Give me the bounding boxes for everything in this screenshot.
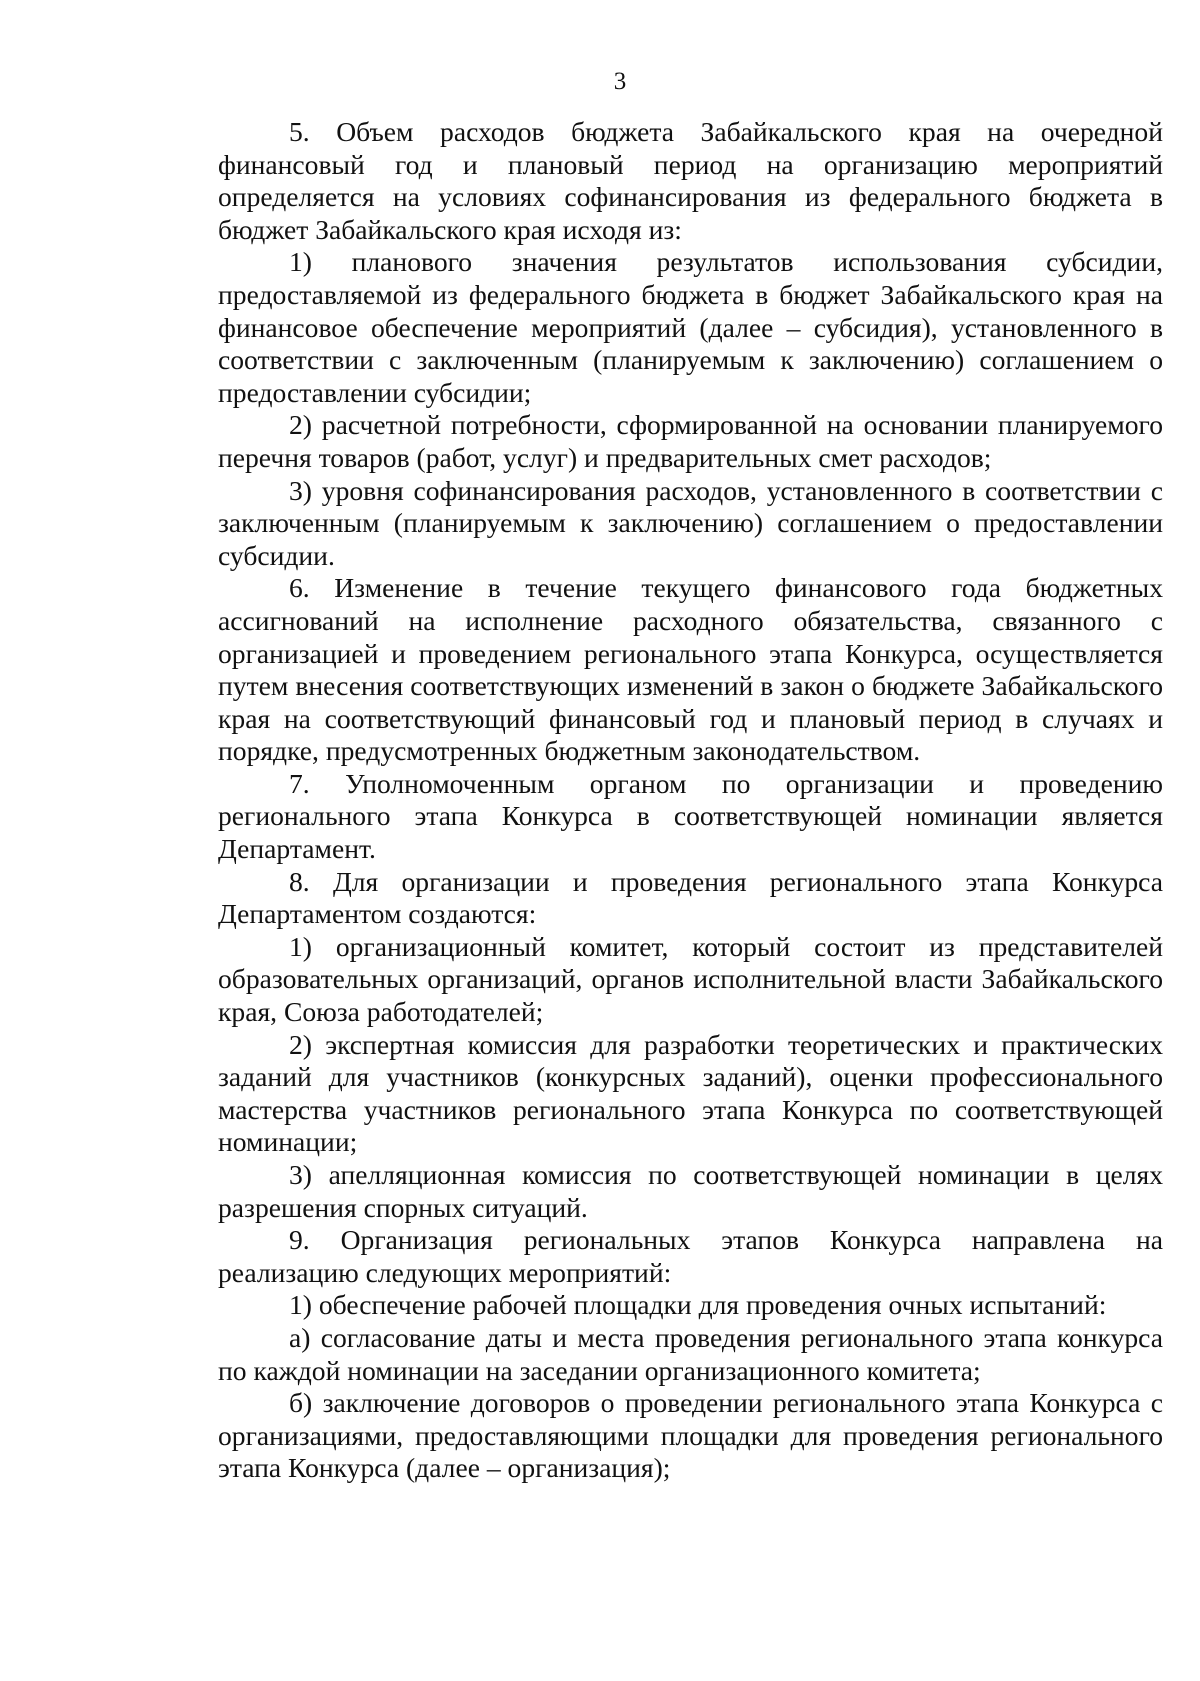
paragraph-5-item-2: 2) расчетной потребности, сформированной на основании планируемого перечня товаров (работ, услуг) и предварительных смет расходов; [218,409,1163,473]
paragraph-9-item-1-b: б) заключение договоров о проведении регионального этапа Конкурса с организациями, предоставляющими площадки для проведения регионального этапа Конкурса (далее – организация); [218,1387,1163,1484]
paragraph-8-item-2: 2) экспертная комиссия для разработки теоретических и практических заданий для участников (конкурсных заданий), оценки профессионального мастерства участников регионального этапа Конкурса по соответствующей номинации; [218,1028,1163,1158]
document-body [218,116,1163,1485]
paragraph-5: 5. Объем расходов бюджета Забайкальского края на очередной финансовый год и плановый период на организацию мероприятий определяется на условиях софинансирования из федерального бюджета в бюджет Забайкальского края исходя из: [218,116,1163,245]
paragraph-8-item-1: 1) организационный комитет, который состоит из представителей образовательных организаций, органов исполнительной власти Забайкальского края, Союза работодателей; [218,930,1163,1028]
paragraph-9: 9. Организация региональных этапов Конкурса направлена на реализацию следующих мероприятий: [218,1224,1163,1288]
paragraph-5-item-1: 1) планового значения результатов использования субсидии, предоставляемой из федерального бюджета в бюджет Забайкальского края на финансовое обеспечение мероприятий (далее – субсидия), установленного в соответствии с заключенным (планируемым к заключению) соглашением о предоставлении субсидии; [218,246,1163,408]
paragraph-6: 6. Изменение в течение текущего финансового года бюджетных ассигнований на исполнение расходного обязательства, связанного с организацией и проведением регионального этапа Конкурса, осуществляется путем внесения соответствующих изменений в закон о бюджете Забайкальского края на соответствующий финансовый год и плановый период в случаях и порядке, предусмотренных бюджетным законодательством. [218,572,1163,767]
paragraph-9-item-1-a: а) согласование даты и места проведения регионального этапа конкурса по каждой номинации на заседании организационного комитета; [218,1321,1163,1386]
paragraph-8-item-3: 3) апелляционная комиссия по соответствующей номинации в целях разрешения спорных ситуаций. [218,1159,1163,1223]
paragraph-7: 7. Уполномоченным органом по организации и проведению регионального этапа Конкурса в соответствующей номинации является Департамент. [218,767,1163,865]
paragraph-5-item-3: 3) уровня софинансирования расходов, установленного в соответствии с заключенным (планируемым к заключению) соглашением о предоставлении субсидии. [218,474,1163,571]
paragraph-9-item-1: 1) обеспечение рабочей площадки для проведения очных испытаний: [289,1289,1107,1321]
paragraph-8: 8. Для организации и проведения регионального этапа Конкурса Департаментом создаются: [218,865,1163,930]
page-number: 3 [613,68,627,95]
